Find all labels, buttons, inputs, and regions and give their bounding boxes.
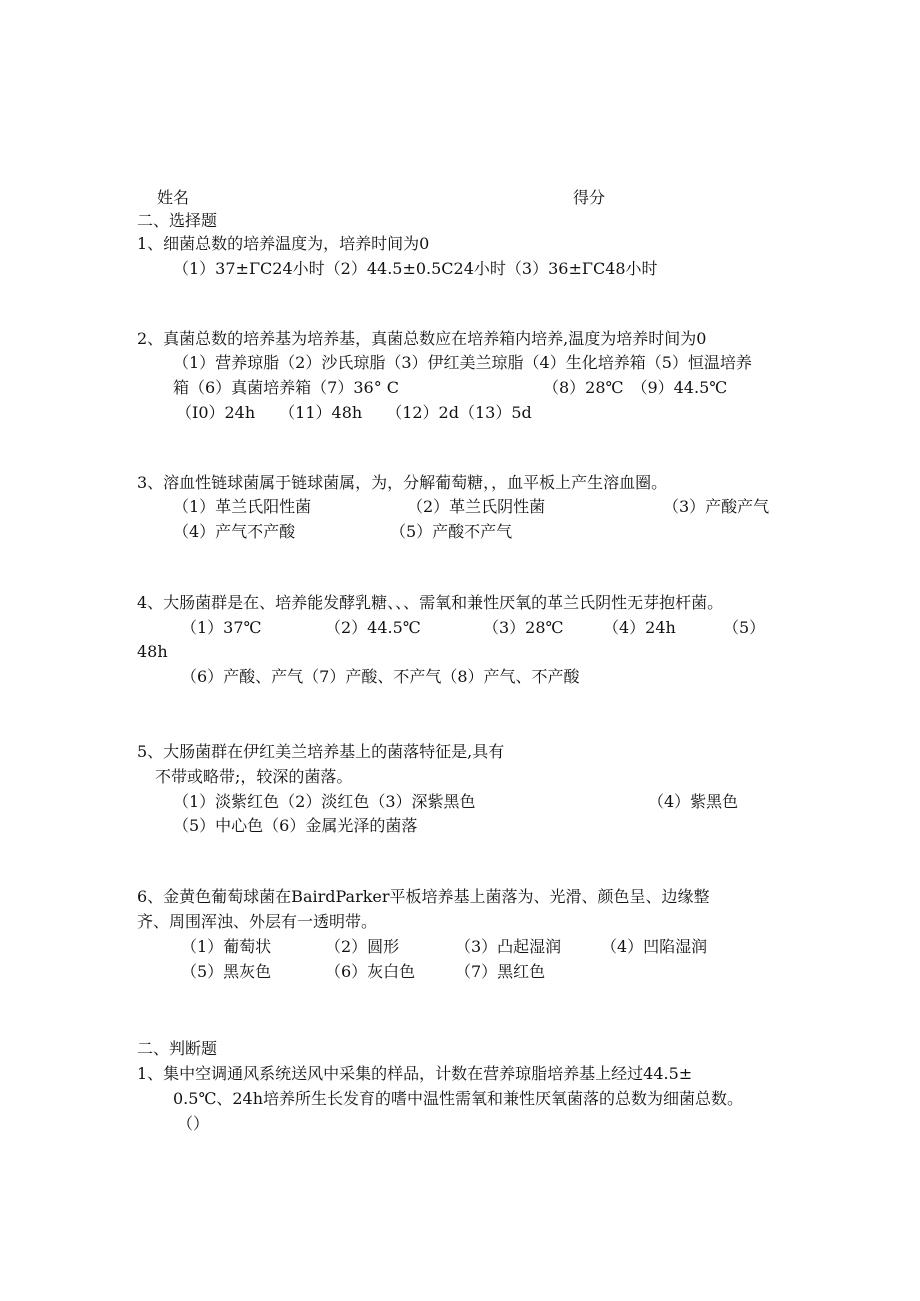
judgement-1-stem: 1、集中空调通风系统送风中采集的样品，计数在营养琼脂培养基上经过44.5± [137, 1064, 693, 1083]
question-4-option-5: （5） [723, 618, 766, 637]
section-title-judgement: 二、判断题 [137, 1039, 218, 1058]
judgement-1-answer-brackets: （） [177, 1114, 210, 1133]
question-3-option-1: （1）革兰氏阳性菌 [173, 497, 312, 516]
question-3-option-5: （5）产酸不产气 [390, 522, 513, 541]
question-2-options-line3: （I0）24h （11）48h （12）2d（13）5d [176, 403, 532, 422]
question-6-option-2: （2）圆形 [325, 937, 400, 956]
question-5-stem: 5、大肠菌群在伊红美兰培养基上的菌落特征是,具有 [137, 742, 505, 761]
question-4-option-3: （3）28℃ [483, 618, 564, 637]
question-5-options-line1: （1）淡紫红色（2）淡红色（3）深紫黑色 [173, 792, 476, 811]
score-label: 得分 [573, 188, 606, 207]
question-6-option-7: （7）黑红色 [455, 962, 546, 981]
question-4-option-5-cont: 48h [137, 642, 168, 661]
question-6-option-3: （3）凸起湿润 [455, 937, 562, 956]
question-2-stem: 2、真菌总数的培养基为培养基，真菌总数应在培养箱内培养,温度为培养时间为0 [137, 329, 707, 348]
question-4-option-2: （2）44.5℃ [325, 618, 421, 637]
question-3-option-2: （2）革兰氏阴性菌 [407, 497, 546, 516]
question-5-options-line2: （5）中心色（6）金属光泽的菌落 [173, 816, 418, 835]
question-2-options-line2: 箱（6）真菌培养箱（7）36° C [173, 378, 400, 397]
question-6-option-5: （5）黑灰色 [181, 962, 272, 981]
question-1-options: （1）37±ΓC24小时（2）44.5±0.5C24小时（3）36±ΓC48小时 [173, 259, 658, 278]
question-6-option-1: （1）葡萄状 [181, 937, 272, 956]
section-title-choice: 二、选择题 [137, 211, 218, 230]
name-label: 姓名 [157, 188, 190, 207]
question-3-option-4: （4）产气不产酸 [173, 522, 296, 541]
question-4-stem: 4、大肠菌群是在、培养能发酵乳糖、、、需氧和兼性厌氧的革兰氏阴性无芽抱杆菌。 [137, 593, 724, 612]
question-4-option-4: （4）24h [603, 618, 676, 637]
question-4-options-line2: （6）产酸、产气（7）产酸、不产气（8）产气、不产酸 [181, 667, 580, 686]
question-3-option-3: （3）产酸产气 [663, 497, 770, 516]
question-4-option-1: （1）37℃ [181, 618, 262, 637]
judgement-1-stem-cont: 0.5℃、24h培养所生长发育的嗜中温性需氧和兼性厌氧菌落的总数为细菌总数。 [173, 1089, 744, 1108]
question-6-stem-cont: 齐、周围浑浊、外层有一透明带。 [137, 912, 378, 931]
question-1-stem: 1、细菌总数的培养温度为，培养时间为0 [137, 234, 430, 253]
question-3-stem: 3、溶血性链球菌属于链球菌属，为，分解葡萄糖，，血平板上产生溶血圈。 [137, 473, 668, 492]
question-6-option-6: （6）灰白色 [325, 962, 416, 981]
question-2-options-line2b: （8）28℃ （9）44.5℃ [543, 378, 728, 397]
question-6-stem: 6、金黄色葡萄球菌在BairdParker平板培养基上菌落为、光滑、颜色呈、边缘整 [137, 887, 710, 906]
question-5-option-4: （4）紫黑色 [648, 792, 739, 811]
question-5-stem-cont: 不带或略带;，较深的菌落。 [155, 767, 353, 786]
question-2-options-line1: （1）营养琼脂（2）沙氏琼脂（3）伊红美兰琼脂（4）生化培养箱（5）恒温培养 [173, 353, 752, 372]
question-6-option-4: （4）凹陷湿润 [601, 937, 708, 956]
